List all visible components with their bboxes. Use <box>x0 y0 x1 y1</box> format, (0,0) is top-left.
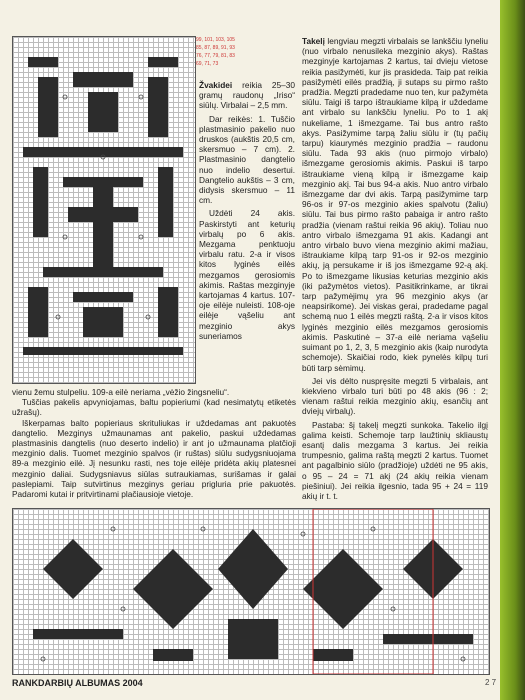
cast-on-paragraph: Uždėti 24 akis. Paskirstyti ant keturių virbalų po 6 akis. Mezgama penktuoju virbalu ratu. 2-a ir visos kitos lyginės eilės mezgamos gerosiomis akimis. Raštas mezginyje kartojamas 4 kartus. 107-oje eilėje nuleisti. 108-oje eilėje vąšeliu ant mezginio akys suneriamos <box>199 208 295 341</box>
materials-column <box>199 80 295 341</box>
note-paragraph: Pastaba: šį takelį megzti sunkoka. Takelio ilgį galima keisti. Schemoje tarp laužtinių skliaustų esantį dalis mezgama 3 kartus. Jei reikia trumpesnio, galima raštą megzti 2 kartus. Tuomet ant pagalbinio siūlo (pradžioje) uždėti ne 95 akis, o 95 – 24 = 71 akį (24 akių reikia vienam piešiniui). Jei reikia ilgesnio, tada 95 + 24 = 119 akių ir t. t. <box>302 419 488 501</box>
bottom-chart-motif <box>13 509 489 674</box>
right-text-p2: Jei vis dėlto nuspręsite megzti 5 virbalais, ant kiekvieno virbalo turi būti po 48 akis (96 : 2; vienam raštui reikia mezginio akių, esančių ant dviejų virbalų). <box>302 375 488 417</box>
green-page-edge <box>500 0 525 700</box>
left-text-p1: vienu žemu stulpeliu. 109-a eilė neriama „vėžio žingsneliu“. <box>12 387 230 397</box>
bottom-knitting-chart <box>12 508 490 675</box>
right-column-text <box>302 36 488 501</box>
right-text-p1: Takelį lengviau megzti virbalais se lankščiu lyneliu (nuo virbalo nenusileka mezginio akys). Raštas mezginyje kartojamas 2 kartus, tai dvieju vietose reikia pasižymėti, kur jis prasideda. Taip pat reikia pasižymėti eilės pradžią, ji sutaps su pirmo rašto pradžia. Megzti pradedame nuo ten, kur pažymėta siūlu. Taigi iš tarpo ištraukiame kilpą ir uždedame ant virbalo su lankščiu lyneliu. Po to 1 akį nukeliame, 1 išmezgame. Tai bus antro rašto akys. Pasižymime tarpą žaliu siūlu ir (tų pačių tarpu) kiaurymės mezginio pradžia – raudonu siūlu. Tada 93 akis (nuo pirmojo virbalo) išmezgame gerosiomis akimis. Paskui iš tarpo ištraukiame vieną kilpą ir išmezgame kaip mezginio akį. Tai bus 94-a akis. Nuo antro virbalo išmezgame dar dvi akis. Tarpą pasižymime tarp 96-os ir 97-os mezginio akies spalvotu (žaliu) siūlu. Tai bus pirmo rašto pabaiga ir antro rašto pradžia (vienam raštui reikia 96 akių). Toliau nuo antro virbalo išmezgama 91 akis. Kadangi ant antro virbalo buvo viena mezginio akimi mažiau, ištraukiame kilpą tarp 91-os ir 92-os mezginio akių, ją persukame ir iš jos išmezgame 92-ą akį. Po to išmezgame likusias keturias mezginio akis (iki pažymėtos vietos). Pasitikrinkame, ar tikrai tarp pažymėjimų yra 96 mezginio akys (ar neapsirikome). Jei viskas gerai, pradedame pagal schemą nuo 1 eilės megzti raštą. 2-a ir visos kitos lyginės mezginio eilės mezgamos gerosiomis akimis. Paskutinė – 37-a eilė neriama vąšeliu suimant po 1, 2, 3, 5 mezginio akis (kaip nurodyta schemoje). Skaičiai rodo, kiek pynelės kilpų turi būti tarp sėmimų. <box>302 36 488 373</box>
magazine-footer: RANKDARBIŲ ALBUMAS 2004 <box>12 678 143 688</box>
left-column-text <box>12 387 296 499</box>
row-numbers: 99, 101, 103, 105 85, 87, 89, 91, 93 76, 77, 79, 81, 83 69, 71, 73 <box>196 37 235 67</box>
materials-heading: Žvakidei reikia 25–30 gramų raudonų „Iriso“ siūlų. Virbalai – 2,5 mm. <box>199 80 295 111</box>
tools-paragraph: Dar reikės: 1. Tuščio plastmasinio pakelio nuo druskos (aukštis 20,5 cm, skersmuo – 7 cm). 2. Plastmasinio dangtelio nuo indelio desertui. Dangtelio aukštis – 3 cm, didysis skersmuo – 11 cm. <box>199 113 295 206</box>
page-number: 2 7 <box>485 678 497 687</box>
left-text-p2: Tuščias pakelis apvyniojamas, baltu popieriumi (kad nesimatytų etiketės užrašų). <box>12 397 296 418</box>
left-text-p3: Iškerpamas balto popieriaus skrituliukas ir uždedamas ant pakuotės dangtelio. Mezginys užmaunamas ant pakelio, paskui uždedamas plastmasinis dangtelis (nuo deserto indelio) ir ant jo užmaunama platčioji mezginio dalis. Tuomet mezginio spalvos (ir ruštas) siūlu sudygsniuojama 89-a mezginio eilė. Jį nesunku rasti, nes toje eilėje pridėta akių platesnei mezginio daliai. Sudygsniavus siūlas sutraukiamas, surišamas ir galai paslepiami. Taip sutvirtinus mezginys geriau prigluria prie pakuotės. Padaromi kutai ir pritvirtinami plačiausioje vietoje. <box>12 417 296 500</box>
top-chart-motif <box>13 37 195 383</box>
top-knitting-chart <box>12 36 196 384</box>
